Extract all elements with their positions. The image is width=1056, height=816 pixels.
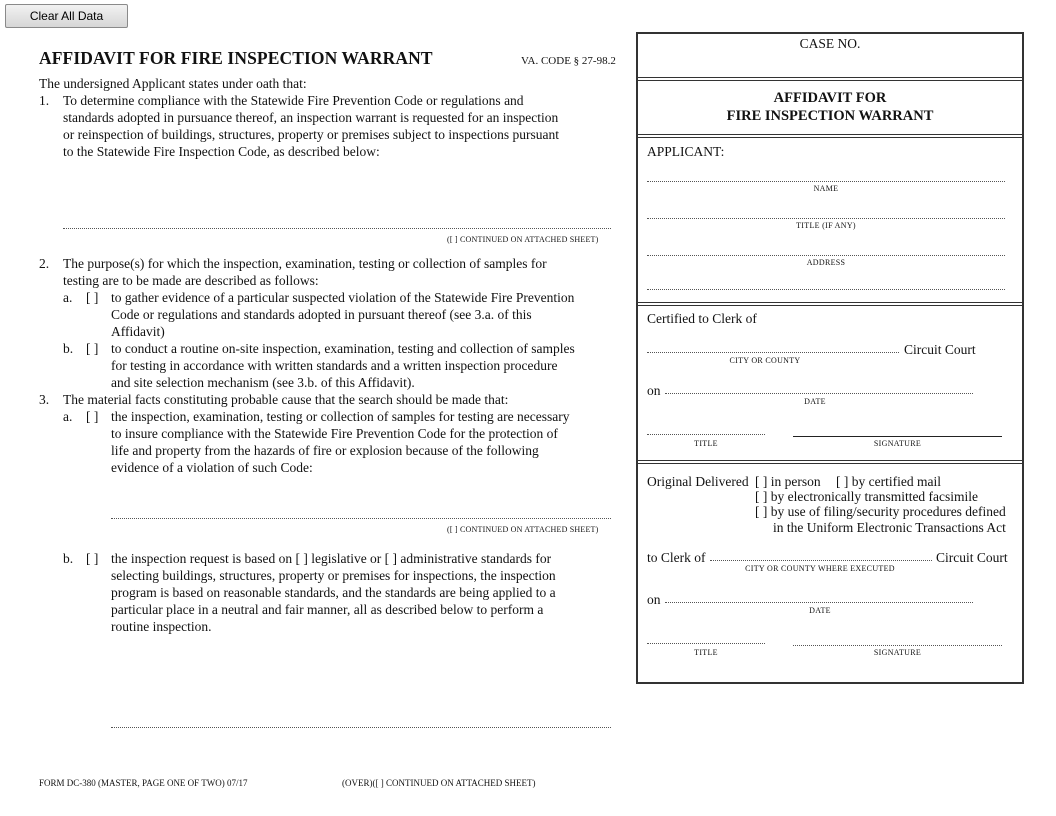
divider — [638, 137, 1022, 138]
item2a-line: Affidavit) — [111, 324, 165, 339]
item2-line: The purpose(s) for which the inspection, examination, testing or collection of samples for — [63, 256, 547, 271]
delivered-date-field[interactable] — [665, 602, 973, 603]
item1-line: standards adopted in pursuance thereof, an inspection warrant is requested for an inspection — [63, 110, 559, 125]
filing-security-checkbox[interactable]: [ ] by use of filing/security procedures defined — [755, 504, 1006, 519]
to-clerk-label: to Clerk of — [647, 550, 706, 565]
certified-signature-field[interactable] — [793, 436, 1002, 437]
item3b-label: b. — [63, 551, 74, 566]
item1-number: 1. — [39, 93, 50, 108]
in-person-checkbox[interactable]: [ ] in person — [755, 474, 821, 489]
item3a-line: to insure compliance with the Statewide Fire Prevention Code for the protection of — [111, 426, 558, 441]
divider — [638, 80, 1022, 81]
facsimile-checkbox[interactable]: [ ] by electronically transmitted facsimile — [755, 489, 979, 504]
item3b-line: particular place in a neutral and fair manner, all as described below to perform a — [111, 602, 544, 617]
intro-text: The undersigned Applicant states under oath that: — [39, 76, 307, 91]
item3b-line: the inspection request is based on [ ] legislative or [ ] administrative standards for — [111, 551, 552, 566]
divider — [638, 77, 1022, 78]
certified-label: Certified to Clerk of — [647, 311, 757, 326]
panel-title-line1: AFFIDAVIT FOR — [773, 90, 887, 106]
city-executed-caption: CITY OR COUNTY WHERE EXECUTED — [745, 564, 895, 573]
certified-city-field[interactable] — [647, 352, 899, 353]
address-caption: ADDRESS — [806, 258, 846, 267]
item2b-checkbox[interactable]: [ ] — [86, 341, 99, 356]
item2a-line: to gather evidence of a particular suspected violation of the Statewide Fire Prevention — [111, 290, 575, 305]
applicant-name-field[interactable] — [647, 181, 1005, 182]
delivered-signature-field[interactable] — [793, 645, 1002, 646]
item3a-checkbox[interactable]: [ ] — [86, 409, 99, 424]
item1-continued-checkbox[interactable]: ([ ] CONTINUED ON ATTACHED SHEET) — [447, 235, 599, 244]
signature-caption: SIGNATURE — [873, 439, 922, 448]
on-label-2: on — [647, 592, 661, 607]
item3a-line: evidence of a violation of such Code: — [111, 460, 313, 475]
item3a-evidence-field[interactable] — [111, 518, 611, 519]
form-number: FORM DC-380 (MASTER, PAGE ONE OF TWO) 07/17 — [39, 778, 248, 788]
form-title: AFFIDAVIT FOR FIRE INSPECTION WARRANT — [39, 48, 433, 68]
item3-number: 3. — [39, 392, 50, 407]
item3b-description-field[interactable] — [111, 727, 611, 728]
applicant-address-field-2[interactable] — [647, 289, 1005, 290]
item3a-label: a. — [63, 409, 73, 424]
on-label: on — [647, 383, 661, 398]
item1-line: to the Statewide Fire Inspection Code, as described below: — [63, 144, 380, 159]
item2a-label: a. — [63, 290, 73, 305]
title-caption: TITLE — [694, 439, 718, 448]
certified-mail-checkbox[interactable]: [ ] by certified mail — [836, 474, 941, 489]
city-county-caption: CITY OR COUNTY — [729, 356, 801, 365]
delivered-title-field[interactable] — [647, 643, 765, 644]
panel-title-line2: FIRE INSPECTION WARRANT — [726, 108, 934, 124]
item1-line: To determine compliance with the Statewide Fire Prevention Code or regulations and — [63, 93, 524, 108]
item2b-line: and site selection mechanism (see 3.b. of this Affidavit). — [111, 375, 415, 390]
divider — [638, 302, 1022, 303]
item2-line: testing are to be made are described as follows: — [63, 273, 319, 288]
circuit-court-label: Circuit Court — [904, 342, 976, 357]
item1-line: or reinspection of buildings, structures, property or premises subject to inspections pursuant — [63, 127, 560, 142]
item3b-line: selecting buildings, structures, property or premises for inspections, the inspection — [111, 568, 556, 583]
original-delivered-label: Original Delivered — [647, 474, 749, 489]
item3b-line: program is based on reasonable standards, and the standards are being applied to a — [111, 585, 556, 600]
item2-number: 2. — [39, 256, 50, 271]
certified-title-field[interactable] — [647, 434, 765, 435]
item3a-continued-checkbox[interactable]: ([ ] CONTINUED ON ATTACHED SHEET) — [447, 525, 599, 534]
divider — [638, 463, 1022, 464]
executed-city-field[interactable] — [710, 560, 932, 561]
case-no-label: CASE NO. — [799, 36, 861, 51]
date-caption: DATE — [804, 397, 826, 406]
item3b-line: routine inspection. — [111, 619, 212, 634]
item3a-line: life and property from the hazards of fire or explosion because of the following — [111, 443, 539, 458]
item1-description-field[interactable] — [63, 228, 611, 229]
applicant-address-field[interactable] — [647, 255, 1005, 256]
divider — [638, 460, 1022, 461]
divider — [638, 134, 1022, 135]
date-caption-2: DATE — [809, 606, 831, 615]
va-code-reference: VA. CODE § 27-98.2 — [521, 55, 616, 67]
case-panel — [636, 32, 1024, 684]
uniform-act-text: in the Uniform Electronic Transactions Act — [773, 520, 1006, 535]
item2a-checkbox[interactable]: [ ] — [86, 290, 99, 305]
item3b-checkbox[interactable]: [ ] — [86, 551, 99, 566]
item2b-line: to conduct a routine on-site inspection, examination, testing and collection of samples — [111, 341, 575, 356]
item2b-label: b. — [63, 341, 74, 356]
divider — [638, 305, 1022, 306]
applicant-label: APPLICANT: — [647, 144, 725, 159]
item3-line: The material facts constituting probable cause that the search should be made that: — [63, 392, 509, 407]
over-continued-checkbox[interactable]: (OVER)([ ] CONTINUED ON ATTACHED SHEET) — [342, 778, 536, 788]
item3a-line: the inspection, examination, testing or collection of samples for testing are necessary — [111, 409, 570, 424]
signature-caption-2: SIGNATURE — [873, 648, 922, 657]
title-caption-2: TITLE — [694, 648, 718, 657]
item2b-line: for testing in accordance with written standards and a written inspection procedure — [111, 358, 558, 373]
title-caption: TITLE (IF ANY) — [796, 221, 856, 230]
certified-date-field[interactable] — [665, 393, 973, 394]
name-caption: NAME — [813, 184, 839, 193]
clear-all-data-button[interactable]: Clear All Data — [5, 4, 128, 28]
applicant-title-field[interactable] — [647, 218, 1005, 219]
item2a-line: Code or regulations and standards adopted in pursuant thereof (see 3.a. of this — [111, 307, 532, 322]
circuit-court-label-2: Circuit Court — [936, 550, 1008, 565]
